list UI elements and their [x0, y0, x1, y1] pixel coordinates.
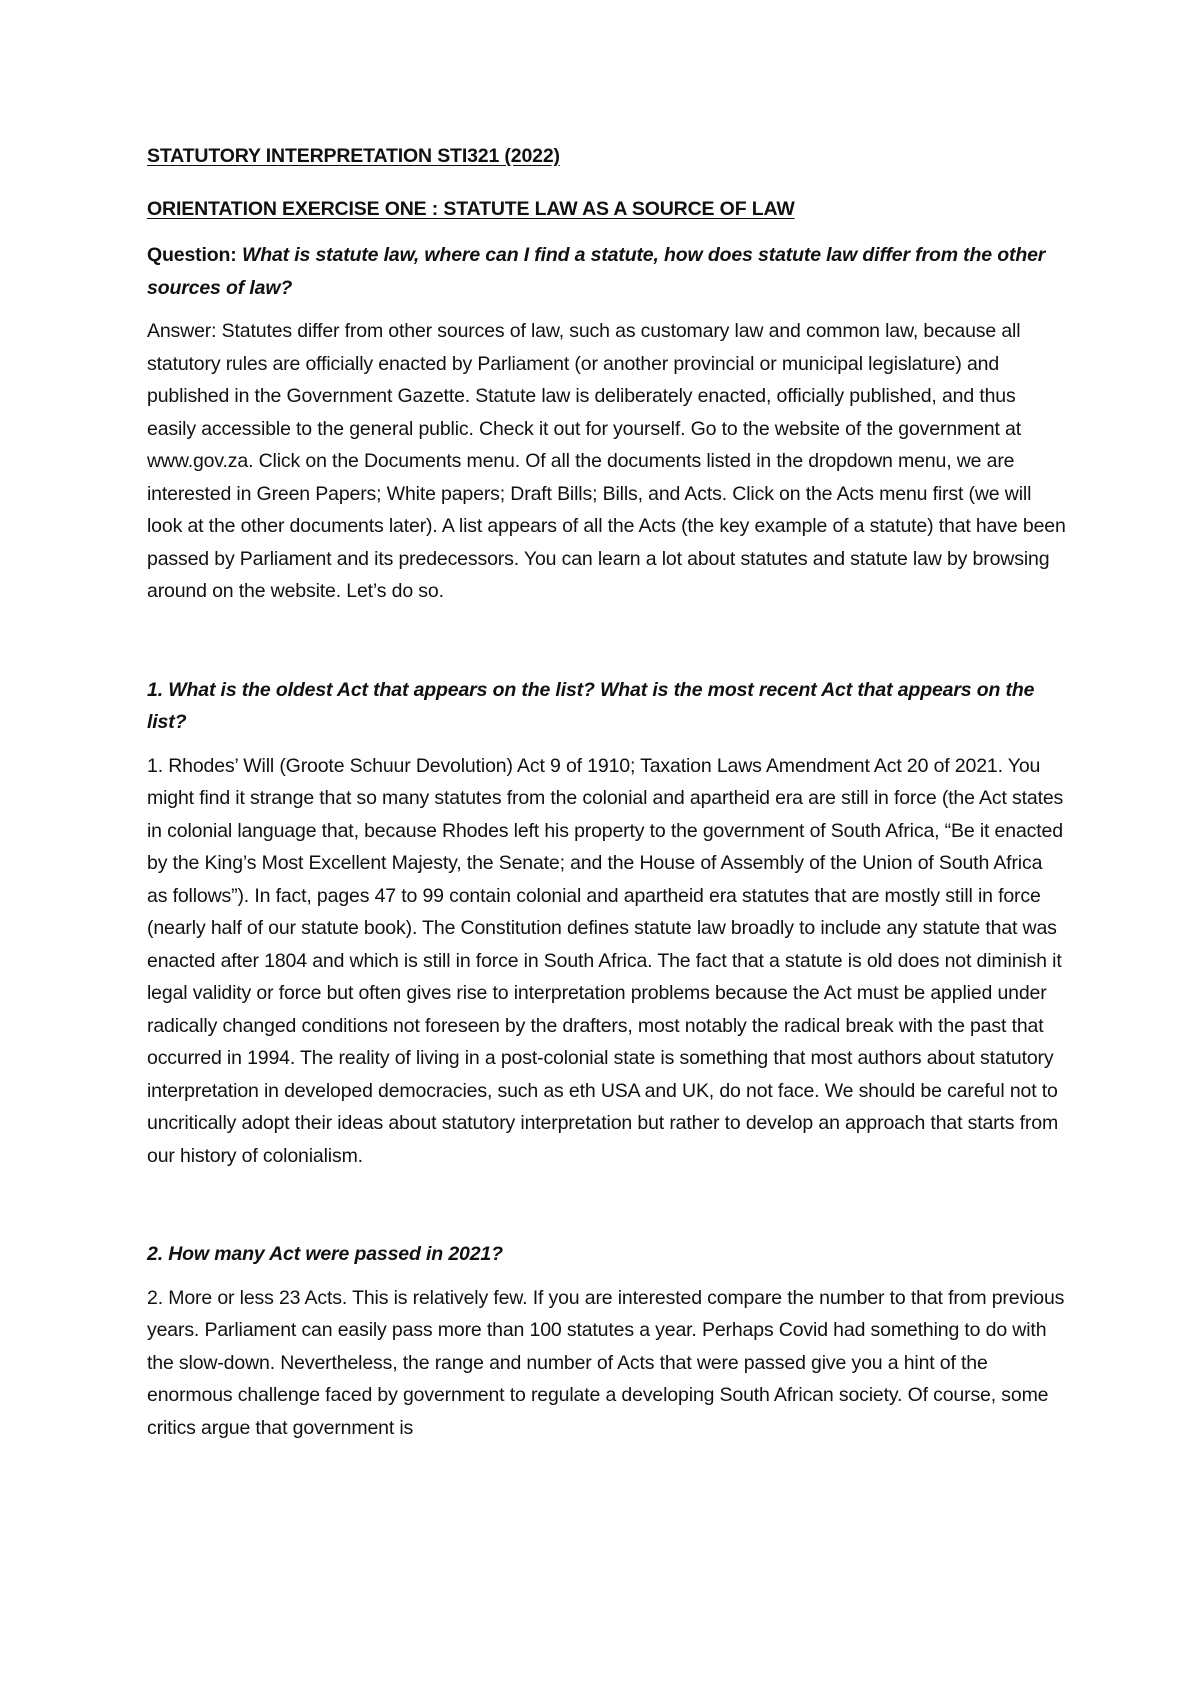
section-gap — [147, 1172, 1067, 1238]
document-title: STATUTORY INTERPRETATION STI321 (2022) — [147, 145, 560, 167]
intro-question — [147, 239, 1067, 304]
question-label: Question: — [147, 244, 237, 266]
item-1-question: 1. What is the oldest Act that appears on the list? What is the most recent Act that appears on the list? — [147, 678, 1035, 733]
document-subtitle: ORIENTATION EXERCISE ONE : STATUTE LAW AS A SOURCE OF LAW — [147, 197, 795, 220]
document-page — [147, 140, 1067, 1444]
intro-answer: Answer: Statutes differ from other sources of law, such as customary law and common law, because all statutory rules are officially enacted by Parliament (or another provincial or municipal legislature) and published in the Government Gazette. Statute law is deliberately enacted, officially published, and thus easily accessible to the general public. Check it out for yourself. Go to the website of the government at www.gov.za. Click on the Documents menu. Of all the documents listed in the dropdown menu, we are interested in Green Papers; White papers; Draft Bills; Bills, and Acts. Click on the Acts menu first (we will look at the other documents later). A list appears of all the Acts (the key example of a statute) that have been passed by Parliament and its predecessors. You can learn a lot about statutes and statute law by browsing around on the website. Let’s do so. — [147, 320, 1066, 602]
section-gap — [147, 608, 1067, 674]
item-2-question: 2. How many Act were passed in 2021? — [147, 1243, 503, 1265]
item-1-answer: 1. Rhodes’ Will (Groote Schuur Devolution) Act 9 of 1910; Taxation Laws Amendment Act 20 of 2021. You might find it strange that so many statutes from the colonial and apartheid era are still in force (the Act states in colonial language that, because Rhodes left his property to the government of South Africa, “Be it enacted by the King’s Most Excellent Majesty, the Senate; and the House of Assembly of the Union of South Africa as follows”). In fact, pages 47 to 99 contain colonial and apartheid era statutes that are mostly still in force (nearly half of our statute book). The Constitution defines statute law broadly to include any statute that was enacted after 1804 and which is still in force in South Africa. The fact that a statute is old does not diminish it legal validity or force but often gives rise to interpretation problems because the Act must be applied under radically changed conditions not foreseen by the drafters, most notably the radical break with the past that occurred in 1994. The reality of living in a post-colonial state is something that most authors about statutory interpretation in developed democracies, such as eth USA and UK, do not face. We should be careful not to uncritically adopt their ideas about statutory interpretation but rather to develop an approach that starts from our history of colonialism. — [147, 754, 1064, 1167]
item-2-answer: 2. More or less 23 Acts. This is relatively few. If you are interested compare the number to that from previous years. Parliament can easily pass more than 100 statutes a year. Perhaps Covid had something to do with the slow-down. Nevertheless, the range and number of Acts that were passed give you a hint of the enormous challenge faced by government to regulate a developing South African society. Of course, some critics argue that government is — [147, 1286, 1065, 1439]
question-text: What is statute law, where can I find a statute, how does statute law differ from the other sources of law? — [147, 244, 1046, 299]
